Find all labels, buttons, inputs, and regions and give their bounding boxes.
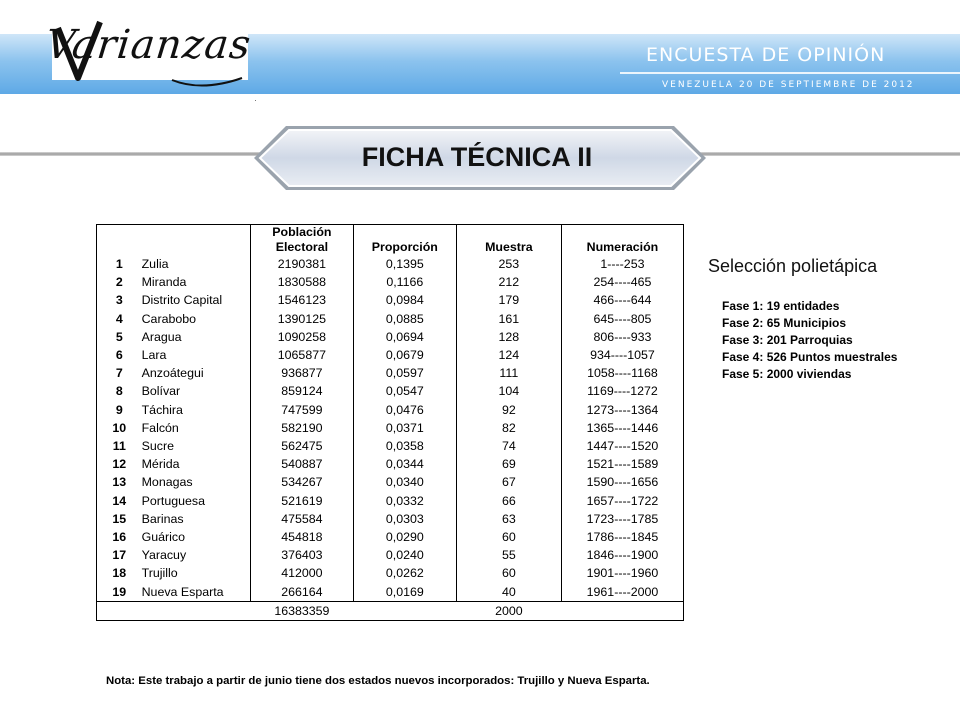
table-row (97, 492, 684, 510)
row-entidad: Zulia (142, 255, 251, 273)
row-muestra: 179 (456, 291, 561, 309)
table-row (97, 364, 684, 382)
row-entidad: Barinas (142, 510, 251, 528)
row-number: 9 (97, 401, 142, 419)
row-number: 15 (97, 510, 142, 528)
row-muestra: 104 (456, 382, 561, 400)
row-numeracion: 1961----2000 (561, 583, 683, 602)
row-proporcion: 0,0476 (353, 401, 456, 419)
total-empty (97, 601, 142, 620)
row-proporcion: 0,0262 (353, 564, 456, 582)
total-empty (353, 601, 456, 620)
row-numeracion: 1590----1656 (561, 473, 683, 491)
row-muestra: 253 (456, 255, 561, 273)
table-row (97, 291, 684, 309)
row-numeracion: 1365----1446 (561, 419, 683, 437)
header-muestra: Muestra (456, 225, 561, 256)
table-row (97, 564, 684, 582)
row-number: 10 (97, 419, 142, 437)
row-numeracion: 1786----1845 (561, 528, 683, 546)
row-proporcion: 0,0547 (353, 382, 456, 400)
row-muestra: 66 (456, 492, 561, 510)
row-poblacion: 936877 (250, 364, 353, 382)
header-poblacion (250, 225, 353, 256)
row-entidad: Aragua (142, 328, 251, 346)
row-poblacion: 376403 (250, 546, 353, 564)
row-numeracion: 1169----1272 (561, 382, 683, 400)
row-numeracion: 645----805 (561, 310, 683, 328)
row-numeracion: 806----933 (561, 328, 683, 346)
row-numeracion: 1273----1364 (561, 401, 683, 419)
row-number: 8 (97, 382, 142, 400)
row-number: 18 (97, 564, 142, 582)
survey-subtitle: VENEZUELA 20 DE SEPTIEMBRE DE 2012 (662, 80, 915, 90)
row-poblacion: 454818 (250, 528, 353, 546)
row-muestra: 124 (456, 346, 561, 364)
logo-text: Varianzas (43, 22, 254, 68)
row-entidad: Yaracuy (142, 546, 251, 564)
table-header-row (97, 225, 684, 256)
row-entidad: Mérida (142, 455, 251, 473)
row-proporcion: 0,0984 (353, 291, 456, 309)
row-proporcion: 0,1395 (353, 255, 456, 273)
header-divider (620, 72, 960, 74)
header-numeracion: Numeración (561, 225, 683, 256)
row-proporcion: 0,0240 (353, 546, 456, 564)
row-muestra: 60 (456, 564, 561, 582)
row-poblacion: 859124 (250, 382, 353, 400)
row-proporcion: 0,0597 (353, 364, 456, 382)
table-row (97, 346, 684, 364)
row-poblacion: 475584 (250, 510, 353, 528)
row-entidad: Guárico (142, 528, 251, 546)
row-poblacion: 540887 (250, 455, 353, 473)
row-muestra: 74 (456, 437, 561, 455)
row-proporcion: 0,0290 (353, 528, 456, 546)
row-entidad: Anzoátegui (142, 364, 251, 382)
row-numeracion: 1----253 (561, 255, 683, 273)
row-poblacion: 2190381 (250, 255, 353, 273)
row-poblacion: 1065877 (250, 346, 353, 364)
row-number: 7 (97, 364, 142, 382)
row-proporcion: 0,0169 (353, 583, 456, 602)
row-poblacion: 1390125 (250, 310, 353, 328)
header-proporcion: Proporción (353, 225, 456, 256)
table-row (97, 401, 684, 419)
row-poblacion: 1830588 (250, 273, 353, 291)
row-number: 16 (97, 528, 142, 546)
table-row (97, 528, 684, 546)
selection-title: Selección polietápica (708, 256, 878, 276)
row-poblacion: 1546123 (250, 291, 353, 309)
row-numeracion: 934----1057 (561, 346, 683, 364)
row-poblacion: 747599 (250, 401, 353, 419)
decorative-dot (255, 100, 256, 101)
phases-list (722, 298, 897, 383)
row-poblacion: 562475 (250, 437, 353, 455)
row-numeracion: 466----644 (561, 291, 683, 309)
table-row (97, 310, 684, 328)
footnote: Nota: Este trabajo a partir de junio tiene dos estados nuevos incorporados: Trujillo y Nueva Esparta. (106, 675, 650, 687)
table-row (97, 255, 684, 273)
row-numeracion: 1901----1960 (561, 564, 683, 582)
row-proporcion: 0,0340 (353, 473, 456, 491)
header-poblacion-line2: Electoral (275, 240, 329, 254)
row-muestra: 63 (456, 510, 561, 528)
row-numeracion: 1723----1785 (561, 510, 683, 528)
row-proporcion: 0,0358 (353, 437, 456, 455)
row-entidad: Lara (142, 346, 251, 364)
row-proporcion: 0,0344 (353, 455, 456, 473)
row-proporcion: 0,0303 (353, 510, 456, 528)
row-entidad: Miranda (142, 273, 251, 291)
row-number: 3 (97, 291, 142, 309)
phase-item: Fase 1: 19 entidades (722, 299, 840, 313)
row-number: 17 (97, 546, 142, 564)
phase-item: Fase 4: 526 Puntos muestrales (722, 350, 898, 364)
row-numeracion: 1447----1520 (561, 437, 683, 455)
row-poblacion: 266164 (250, 583, 353, 602)
row-muestra: 67 (456, 473, 561, 491)
row-entidad: Falcón (142, 419, 251, 437)
row-poblacion: 521619 (250, 492, 353, 510)
row-entidad: Táchira (142, 401, 251, 419)
row-muestra: 161 (456, 310, 561, 328)
table-row (97, 328, 684, 346)
row-entidad: Portuguesa (142, 492, 251, 510)
row-entidad: Bolívar (142, 382, 251, 400)
row-entidad: Carabobo (142, 310, 251, 328)
row-number: 12 (97, 455, 142, 473)
row-poblacion: 534267 (250, 473, 353, 491)
row-muestra: 60 (456, 528, 561, 546)
row-entidad: Nueva Esparta (142, 583, 251, 602)
table-row (97, 419, 684, 437)
row-numeracion: 254----465 (561, 273, 683, 291)
phase-item: Fase 3: 201 Parroquias (722, 333, 853, 347)
table-row (97, 437, 684, 455)
row-proporcion: 0,0371 (353, 419, 456, 437)
row-number: 4 (97, 310, 142, 328)
row-number: 14 (97, 492, 142, 510)
row-number: 13 (97, 473, 142, 491)
row-poblacion: 582190 (250, 419, 353, 437)
row-muestra: 92 (456, 401, 561, 419)
row-entidad: Trujillo (142, 564, 251, 582)
row-number: 6 (97, 346, 142, 364)
row-number: 2 (97, 273, 142, 291)
header-empty (97, 225, 142, 256)
table-row (97, 510, 684, 528)
page-title: FICHA TÉCNICA II (361, 142, 593, 172)
row-proporcion: 0,0694 (353, 328, 456, 346)
table-row (97, 382, 684, 400)
row-numeracion: 1657----1722 (561, 492, 683, 510)
survey-title: ENCUESTA DE OPINIÓN (646, 44, 886, 66)
row-entidad: Distrito Capital (142, 291, 251, 309)
row-muestra: 40 (456, 583, 561, 602)
row-muestra: 212 (456, 273, 561, 291)
table-body (97, 255, 684, 601)
row-proporcion: 0,0332 (353, 492, 456, 510)
total-empty (561, 601, 683, 620)
table-total-row (97, 601, 684, 620)
total-empty (142, 601, 251, 620)
row-numeracion: 1521----1589 (561, 455, 683, 473)
total-poblacion: 16383359 (250, 601, 353, 620)
row-proporcion: 0,1166 (353, 273, 456, 291)
row-muestra: 111 (456, 364, 561, 382)
table-row (97, 546, 684, 564)
row-poblacion: 1090258 (250, 328, 353, 346)
row-muestra: 69 (456, 455, 561, 473)
row-numeracion: 1058----1168 (561, 364, 683, 382)
row-numeracion: 1846----1900 (561, 546, 683, 564)
row-proporcion: 0,0679 (353, 346, 456, 364)
row-proporcion: 0,0885 (353, 310, 456, 328)
row-muestra: 128 (456, 328, 561, 346)
table-row (97, 473, 684, 491)
header-empty (142, 225, 251, 256)
row-entidad: Sucre (142, 437, 251, 455)
total-muestra: 2000 (456, 601, 561, 620)
row-number: 5 (97, 328, 142, 346)
table-row (97, 583, 684, 602)
table-row (97, 273, 684, 291)
header-poblacion-line1: Población (272, 225, 332, 239)
row-entidad: Monagas (142, 473, 251, 491)
row-muestra: 55 (456, 546, 561, 564)
row-number: 19 (97, 583, 142, 602)
row-number: 11 (97, 437, 142, 455)
table-row (97, 455, 684, 473)
sample-table (96, 224, 684, 621)
phase-item: Fase 2: 65 Municipios (722, 316, 847, 330)
phase-item: Fase 5: 2000 viviendas (722, 367, 852, 381)
row-poblacion: 412000 (250, 564, 353, 582)
row-number: 1 (97, 255, 142, 273)
row-muestra: 82 (456, 419, 561, 437)
